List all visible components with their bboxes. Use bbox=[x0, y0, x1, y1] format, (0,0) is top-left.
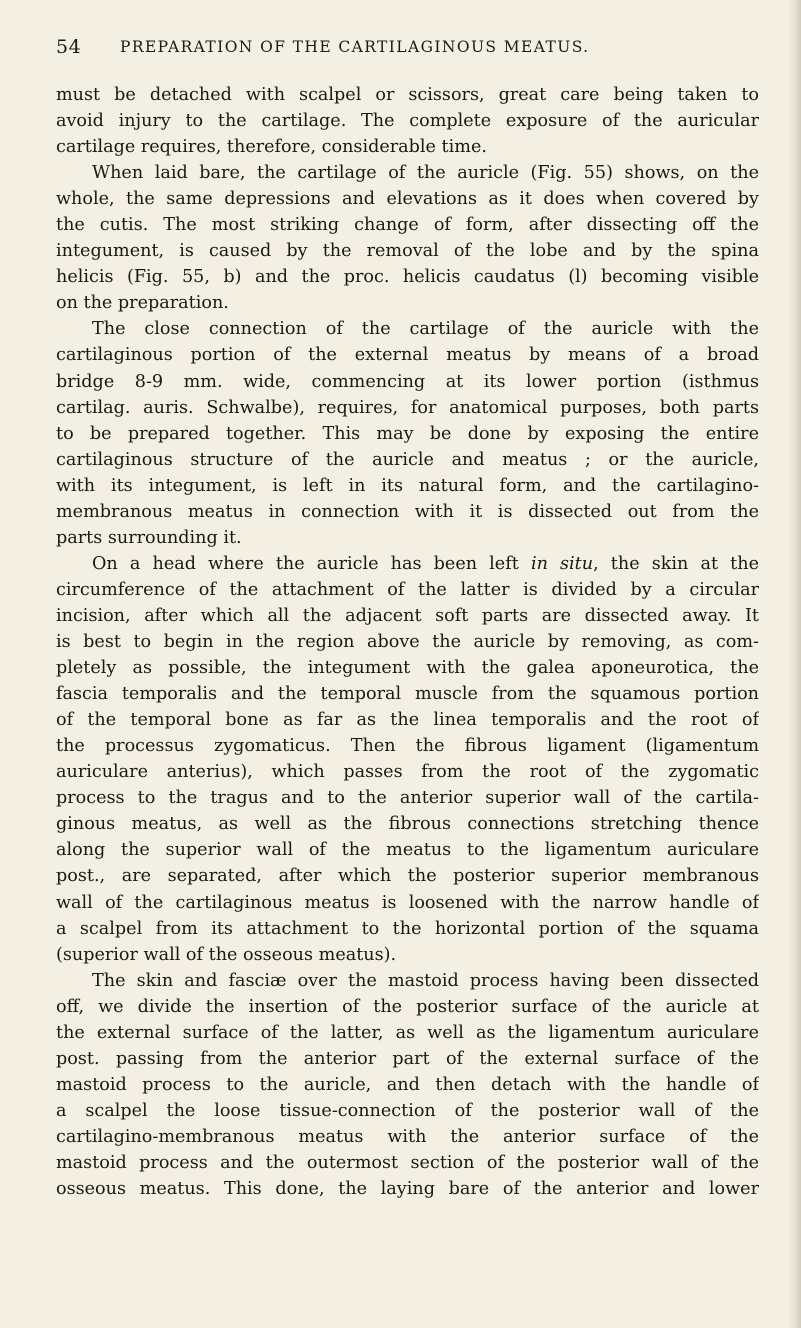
text-line: must be detached with scalpel or scissors, great care being taken to bbox=[56, 85, 759, 105]
text-run: On a head where the auricle has been left bbox=[92, 553, 531, 574]
text-line: on the preparation. bbox=[56, 293, 229, 314]
text-line: (superior wall of the osseous meatus). bbox=[56, 944, 397, 965]
text-line: of the temporal bone as far as the linea temporalis and the root of bbox=[56, 710, 759, 731]
text-line bbox=[92, 551, 759, 577]
text-line: wall of the cartilaginous meatus is loosened with the narrow handle of bbox=[56, 892, 759, 913]
text-line: a scalpel the loose tissue-connection of the posterior wall of the bbox=[56, 1100, 759, 1121]
text-line: along the superior wall of the meatus to the ligamentum auriculare bbox=[56, 840, 759, 861]
text-line: incision, after which all the adjacent soft parts are dissected away. It bbox=[56, 605, 759, 626]
page-number: 54 bbox=[56, 36, 82, 58]
text-line: a scalpel from its attachment to the horizontal portion of the squama bbox=[56, 918, 759, 939]
text-line: the external surface of the latter, as well as the ligamentum auriculare bbox=[56, 1022, 759, 1043]
text-line: post. passing from the anterior part of the external surface of the bbox=[56, 1048, 759, 1069]
text-line: osseous meatus. This done, the laying bare of the anterior and lower bbox=[56, 1179, 759, 1200]
text-line: mastoid process to the auricle, and then detach with the handle of bbox=[56, 1074, 759, 1095]
text-line: with its integument, is left in its natural form, and the cartilagino- bbox=[56, 475, 759, 496]
italic-term: in situ bbox=[530, 553, 594, 574]
text-line: cartilag. auris. Schwalbe), requires, for anatomical purposes, both parts bbox=[56, 397, 759, 418]
text-line: helicis (Fig. 55, b) and the proc. helicis caudatus (l) becoming visible bbox=[56, 267, 759, 288]
text-line: cartilage requires, therefore, considerable time. bbox=[56, 137, 487, 158]
text-line: circumference of the attachment of the latter is divided by a circular bbox=[56, 579, 759, 600]
text-line: process to the tragus and to the anterior superior wall of the cartila- bbox=[56, 788, 759, 809]
text-line: membranous meatus in connection with it is dissected out from the bbox=[56, 501, 759, 522]
text-line: off, we divide the insertion of the posterior surface of the auricle at bbox=[56, 996, 759, 1017]
text-line: cartilaginous structure of the auricle and meatus ; or the auricle, bbox=[56, 449, 759, 470]
page-edge-shadow bbox=[787, 0, 801, 1328]
page-header bbox=[56, 36, 756, 64]
text-line: post., are separated, after which the posterior superior membranous bbox=[56, 866, 759, 887]
text-line: the processus zygomaticus. Then the fibrous ligament (ligamentum bbox=[56, 736, 759, 757]
text-run: , the skin at the bbox=[593, 553, 759, 574]
text-line: ginous meatus, as well as the fibrous connections stretching thence bbox=[56, 814, 759, 835]
text-line: avoid injury to the cartilage. The complete exposure of the auricular bbox=[56, 111, 759, 132]
running-head: PREPARATION OF THE CARTILAGINOUS MEATUS. bbox=[120, 38, 590, 56]
text-line: the cutis. The most striking change of form, after dissecting off the bbox=[56, 215, 759, 236]
text-line: The skin and fasciæ over the mastoid process having been dissected bbox=[92, 970, 759, 991]
text-line: bridge 8-9 mm. wide, commencing at its lower portion (isthmus bbox=[56, 371, 759, 392]
text-line: mastoid process and the outermost section of the posterior wall of the bbox=[56, 1153, 759, 1174]
text-line: whole, the same depressions and elevations as it does when covered by bbox=[56, 189, 759, 210]
text-line: The close connection of the cartilage of the auricle with the bbox=[92, 319, 759, 340]
text-line: When laid bare, the cartilage of the auricle (Fig. 55) shows, on the bbox=[92, 163, 759, 184]
text-line: parts surrounding it. bbox=[56, 527, 242, 548]
text-line: cartilagino-membranous meatus with the anterior surface of the bbox=[56, 1126, 759, 1147]
text-line: pletely as possible, the integument with the galea aponeurotica, the bbox=[56, 658, 759, 679]
text-line: auriculare anterius), which passes from the root of the zygomatic bbox=[56, 762, 759, 783]
text-line: cartilaginous portion of the external meatus by means of a broad bbox=[56, 345, 759, 366]
text-line: fascia temporalis and the temporal muscle from the squamous portion bbox=[56, 684, 759, 705]
text-line: is best to begin in the region above the auricle by removing, as com- bbox=[56, 632, 759, 653]
text-line: integument, is caused by the removal of the lobe and by the spina bbox=[56, 241, 759, 262]
text-line: to be prepared together. This may be done by exposing the entire bbox=[56, 423, 759, 444]
